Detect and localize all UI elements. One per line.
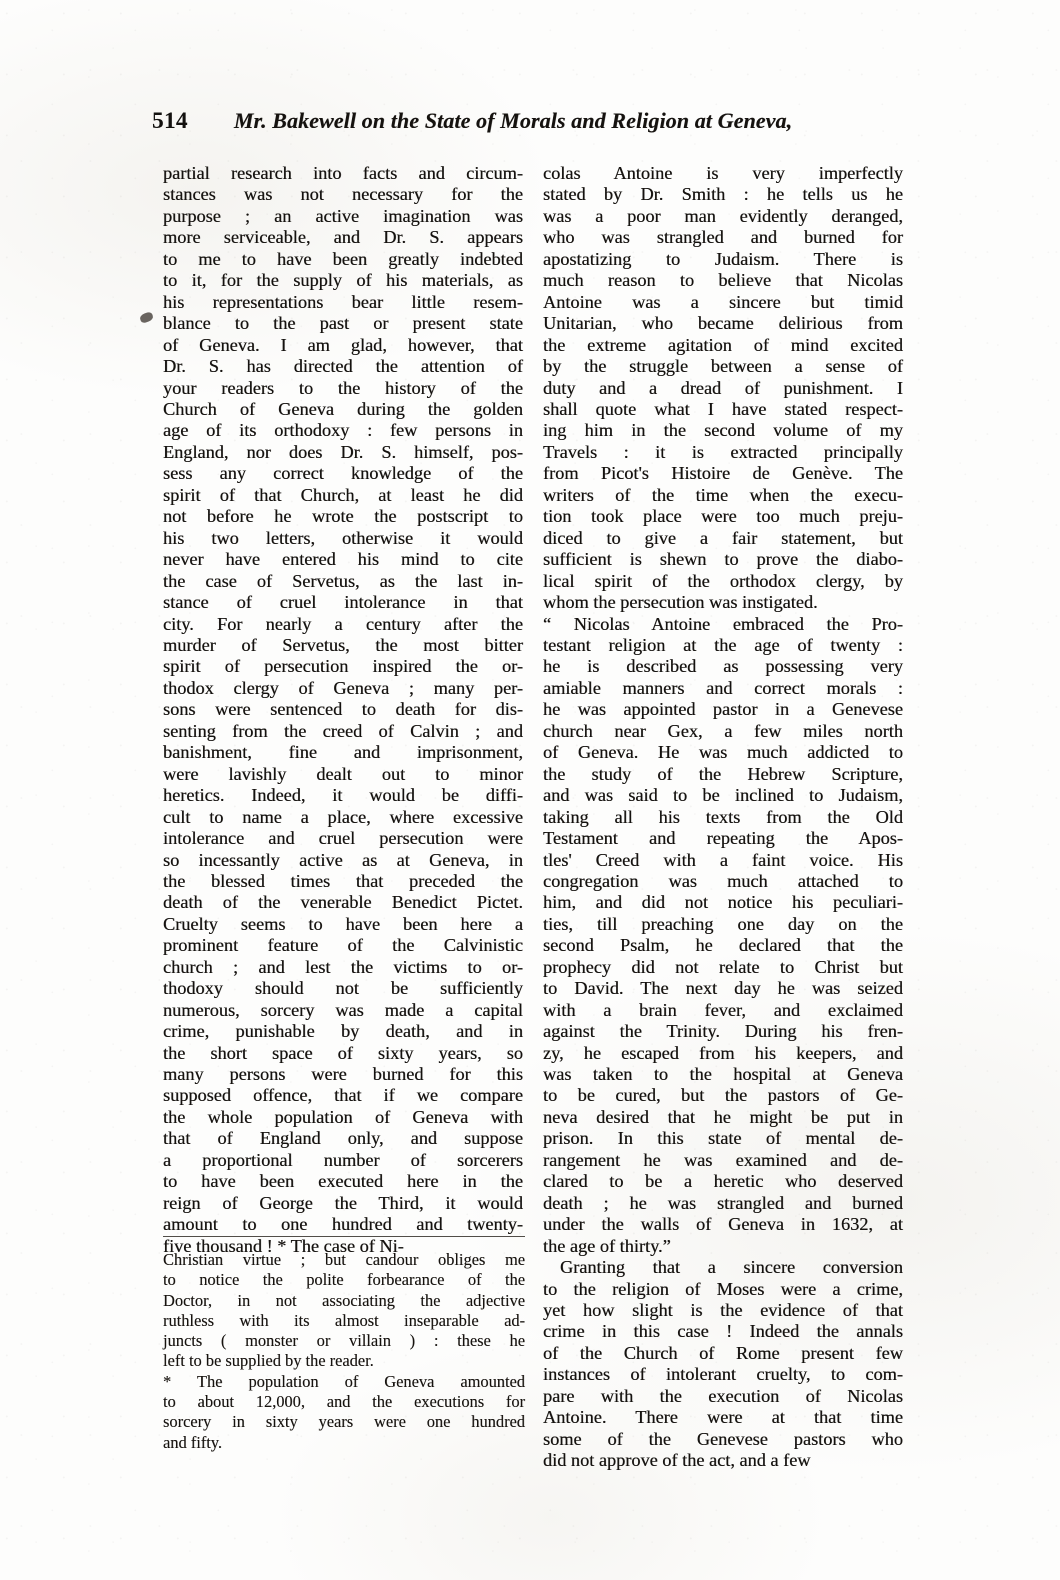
text-line: the whole population of Geneva with: [163, 1106, 523, 1127]
text-line: Dr. S. has directed the attention of: [163, 356, 523, 377]
text-line: some of the Genevese pastors who: [543, 1428, 903, 1449]
text-line: senting from the creed of Calvin ; and: [163, 720, 523, 741]
text-line: with a brain fever, and exclaimed: [543, 999, 903, 1020]
right-text-column: [543, 163, 903, 1472]
text-line: amiable manners and correct morals :: [543, 677, 903, 698]
text-line: was taken to the hospital at Geneva: [543, 1064, 903, 1085]
text-line: church ; and lest the victims to or-: [163, 956, 523, 977]
text-line: Unitarian, who became delirious from: [543, 313, 903, 334]
page-number: 514: [152, 108, 188, 134]
text-line: “ Nicolas Antoine embraced the Pro-: [543, 613, 903, 634]
text-line: prophecy did not relate to Christ but: [543, 956, 903, 977]
text-line: ing him in the second volume of my: [543, 420, 903, 441]
text-line: left to be supplied by the reader.: [163, 1351, 374, 1371]
text-line: who was strangled and burned for: [543, 227, 903, 248]
text-line: his representations bear little resem-: [163, 291, 523, 312]
text-line: tles' Creed with a faint voice. His: [543, 849, 903, 870]
text-line: juncts ( monster or villain ) : these he: [163, 1331, 525, 1351]
text-line: to have been executed here in the: [163, 1171, 523, 1192]
text-line: not before he wrote the postscript to: [163, 506, 523, 527]
text-line: much reason to believe that Nicolas: [543, 270, 903, 291]
text-line: to it, for the supply of his materials, as: [163, 270, 523, 291]
text-line: he is described as possessing very: [543, 656, 903, 677]
body-paragraph: [543, 1257, 903, 1472]
text-line: pare with the execution of Nicolas: [543, 1385, 903, 1406]
text-line: Testament and repeating the Apos-: [543, 828, 903, 849]
text-line: prison. In this state of mental de-: [543, 1128, 903, 1149]
text-line: to David. The next day he was seized: [543, 978, 903, 999]
text-line: of Geneva. I am glad, however, that: [163, 334, 523, 355]
text-line: partial research into facts and circum-: [163, 163, 523, 183]
text-line: your readers to the history of the: [163, 377, 523, 398]
text-line: was a poor man evidently deranged,: [543, 205, 903, 226]
text-line: clared to be a heretic who deserved: [543, 1171, 903, 1192]
text-line: against the Trinity. During his fren-: [543, 1021, 903, 1042]
footnote-paragraph: [163, 1250, 525, 1372]
text-line: stance of cruel intolerance in that: [163, 592, 523, 613]
text-line: Antoine. There were at that time: [543, 1407, 903, 1428]
text-line: ties, till preaching one day on the: [543, 913, 903, 934]
text-line: sess any correct knowledge of the: [163, 463, 523, 484]
text-line: the study of the Hebrew Scripture,: [543, 763, 903, 784]
text-line: crime, punishable by death, and in: [163, 1021, 523, 1042]
running-title: Mr. Bakewell on the State of Morals and Religion at Geneva,: [233, 108, 793, 133]
text-line: spirit of persecution inspired the or-: [163, 656, 523, 677]
text-line: he was appointed pastor in a Genevese: [543, 699, 903, 720]
text-line: Doctor, in not associating the adjective: [163, 1290, 525, 1310]
text-line: writers of the time when the execu-: [543, 484, 903, 505]
text-line: taking all his texts from the Old: [543, 806, 903, 827]
text-line: reign of George the Third, it would: [163, 1192, 523, 1213]
text-line: Travels : it is extracted principally: [543, 441, 903, 462]
text-line: * The population of Geneva amounted: [163, 1371, 525, 1391]
text-line: by the struggle between a sense of: [543, 356, 903, 377]
text-line: that of England only, and suppose: [163, 1128, 523, 1149]
text-line: did not approve of the act, and a few: [543, 1450, 811, 1471]
text-line: more serviceable, and Dr. S. appears: [163, 227, 523, 248]
footnote-divider-rule: [163, 1236, 525, 1237]
text-line: many persons were burned for this: [163, 1064, 523, 1085]
margin-speck-mark: [139, 311, 154, 324]
text-line: amount to one hundred and twenty-: [163, 1214, 523, 1235]
text-line: to me to have been greatly indebted: [163, 248, 523, 269]
text-line: the case of Servetus, as the last in-: [163, 570, 523, 591]
text-line: intolerance and cruel persecution were: [163, 828, 523, 849]
text-line: Antoine was a sincere but timid: [543, 291, 903, 312]
text-line: from Picot's Histoire de Genève. The: [543, 463, 903, 484]
text-line: a proportional number of sorcerers: [163, 1149, 523, 1170]
text-line: and fifty.: [163, 1432, 223, 1452]
text-line: sufficient is shewn to prove the diabo-: [543, 549, 903, 570]
text-line: Cruelty seems to have been here a: [163, 913, 523, 934]
text-line: to about 12,000, and the executions for: [163, 1392, 525, 1412]
body-paragraph: [543, 614, 903, 1258]
text-line: to the religion of Moses were a crime,: [543, 1278, 903, 1299]
text-line: murder of Servetus, the most bitter: [163, 634, 523, 655]
text-line: purpose ; an active imagination was: [163, 205, 523, 226]
text-line: testant religion at the age of twenty :: [543, 634, 903, 655]
text-line: zy, he escaped from his keepers, and: [543, 1042, 903, 1063]
text-line: crime in this case ! Indeed the annals: [543, 1321, 903, 1342]
text-line: whom the persecution was instigated.: [543, 592, 818, 613]
text-line: sorcery in sixty years were one hundred: [163, 1412, 525, 1432]
text-line: never have entered his mind to cite: [163, 549, 523, 570]
text-line: city. For nearly a century after the: [163, 613, 523, 634]
text-line: Granting that a sincere conversion: [560, 1257, 903, 1278]
text-line: colas Antoine is very imperfectly: [543, 163, 903, 183]
text-line: of the Church of Rome present few: [543, 1342, 903, 1363]
text-line: lical spirit of the orthodox clergy, by: [543, 570, 903, 591]
text-line: death ; he was strangled and burned: [543, 1192, 903, 1213]
text-line: sons were sentenced to death for dis-: [163, 699, 523, 720]
text-line: duty and a dread of punishment. I: [543, 377, 903, 398]
text-line: the blessed times that preceded the: [163, 870, 523, 891]
left-text-column: [163, 163, 523, 1257]
text-line: age of its orthodoxy : few persons in: [163, 420, 523, 441]
text-line: instances of intolerant cruelty, to com-: [543, 1364, 903, 1385]
text-line: heretics. Indeed, it would be diffi-: [163, 785, 523, 806]
text-line: five thousand ! * The case of Ni-: [163, 1235, 404, 1256]
text-line: the short space of sixty years, so: [163, 1042, 523, 1063]
text-line: the extreme agitation of mind excited: [543, 334, 903, 355]
footnote-paragraph: [163, 1372, 525, 1453]
text-line: Christian virtue ; but candour obliges me: [163, 1250, 525, 1269]
text-line: shall quote what I have stated respect-: [543, 398, 903, 419]
body-paragraph: [163, 163, 523, 1257]
text-line: were lavishly dealt out to minor: [163, 763, 523, 784]
text-line: numerous, sorcery was made a capital: [163, 999, 523, 1020]
text-line: ruthless with its almost inseparable ad-: [163, 1310, 525, 1330]
text-line: rangement he was examined and de-: [543, 1149, 903, 1170]
text-line: banishment, fine and imprisonment,: [163, 742, 523, 763]
text-line: Church of Geneva during the golden: [163, 398, 523, 419]
text-line: prominent feature of the Calvinistic: [163, 935, 523, 956]
text-line: blance to the past or present state: [163, 313, 523, 334]
footnote-block: [163, 1250, 525, 1453]
text-line: so incessantly active as at Geneva, in: [163, 849, 523, 870]
text-line: diced to give a fair statement, but: [543, 527, 903, 548]
text-line: to notice the polite forbearance of the: [163, 1270, 525, 1290]
text-line: of Geneva. He was much addicted to: [543, 742, 903, 763]
text-line: stances was not necessary for the: [163, 184, 523, 205]
text-line: neva desired that he might be put in: [543, 1106, 903, 1127]
text-line: stated by Dr. Smith : he tells us he: [543, 184, 903, 205]
text-line: second Psalm, he declared that the: [543, 935, 903, 956]
text-line: cult to name a place, where excessive: [163, 806, 523, 827]
text-line: supposed offence, that if we compare: [163, 1085, 523, 1106]
text-line: him, and did not notice his peculiari-: [543, 892, 903, 913]
text-line: England, nor does Dr. S. himself, pos-: [163, 441, 523, 462]
body-paragraph: [543, 163, 903, 614]
text-line: yet how slight is the evidence of that: [543, 1300, 903, 1321]
running-head: [152, 108, 922, 142]
text-line: church near Gex, a few miles north: [543, 720, 903, 741]
text-line: tion took place were too much preju-: [543, 506, 903, 527]
text-line: death of the venerable Benedict Pictet.: [163, 892, 523, 913]
text-line: thodoxy should not be sufficiently: [163, 978, 523, 999]
text-line: spirit of that Church, at least he did: [163, 484, 523, 505]
text-line: the age of thirty.”: [543, 1235, 671, 1256]
text-line: his two letters, otherwise it would: [163, 527, 523, 548]
text-line: under the walls of Geneva in 1632, at: [543, 1214, 903, 1235]
text-line: thodox clergy of Geneva ; many per-: [163, 677, 523, 698]
text-line: apostatizing to Judaism. There is: [543, 248, 903, 269]
text-line: and was said to be inclined to Judaism,: [543, 785, 903, 806]
text-line: congregation was much attached to: [543, 870, 903, 891]
text-line: to be cured, but the pastors of Ge-: [543, 1085, 903, 1106]
